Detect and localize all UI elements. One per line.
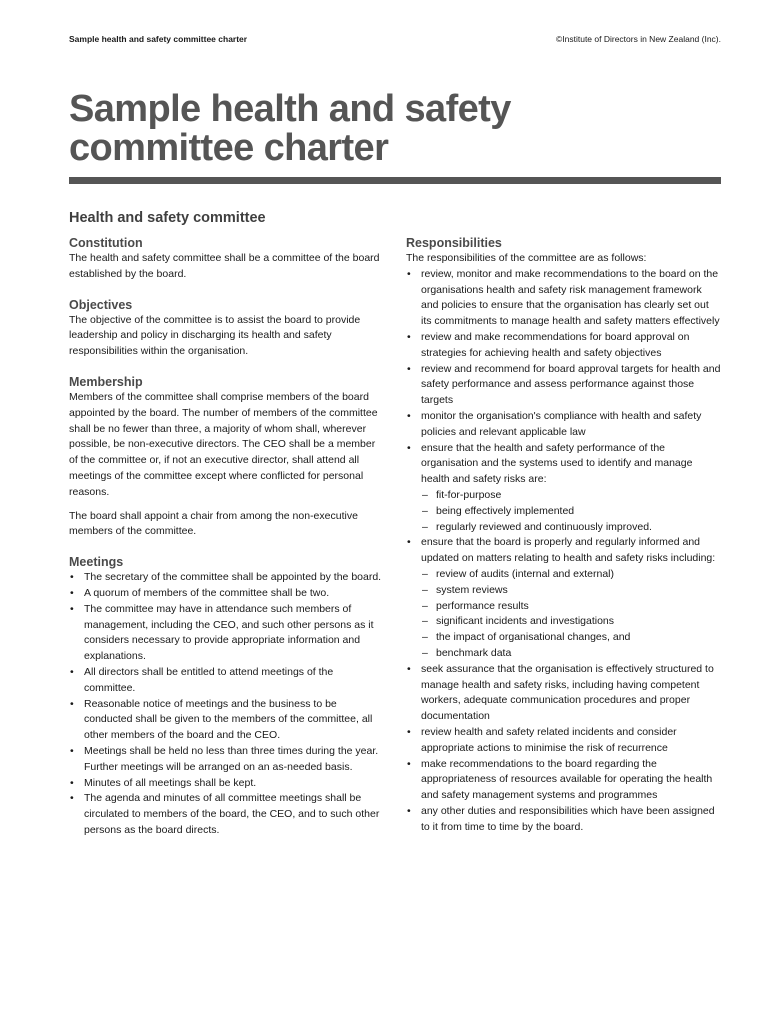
responsibility-item-performance	[406, 441, 722, 536]
section-title: Health and safety committee	[69, 210, 266, 226]
objectives-heading: Objectives	[69, 297, 133, 312]
responsibility-item: • make recommendations to the board regarding the appropriateness of resources available for operating the health and safety management systems and programmes	[406, 757, 722, 804]
objectives-text: The objective of the committee is to assist the board to provide leadership and policy in discharging its health and safety responsibilities within the organisation.	[69, 313, 361, 358]
page-title-line-2: committee charter	[69, 127, 389, 169]
page-title	[69, 90, 511, 168]
responsibility-item: • review, monitor and make recommendations to the board on the organisations health and safety risk management framework and policies to ensure that the organisation has clearly set out its commitments to manage health and safety matters effectively	[406, 267, 722, 330]
meetings-item: • A quorum of members of the committee shall be two.	[69, 586, 385, 602]
responsibility-item-text: ensure that the board is properly and regularly informed and updated on matters relating to health and safety risks including:	[421, 536, 716, 565]
membership-paragraph-2: The board shall appoint a chair from among the non-executive members of the committee.	[69, 509, 358, 538]
performance-subitem: – fit-for-purpose	[421, 488, 722, 504]
meetings-item: • Reasonable notice of meetings and the business to be conducted shall be given to the members of the committee, all other members of the board and the CEO.	[69, 697, 385, 744]
responsibility-item-informed	[406, 535, 722, 661]
responsibility-item: • review health and safety related incidents and consider appropriate actions to minimise the risk of recurrence	[406, 725, 722, 757]
performance-sublist	[421, 488, 722, 535]
responsibility-item-text: ensure that the health and safety performance of the organisation and the systems used to identify and manage health and safety risks are:	[421, 441, 693, 486]
responsibility-item: • review and recommend for board approval targets for health and safety performance and assess performance against those targets	[406, 362, 722, 409]
right-column	[406, 209, 722, 835]
informed-subitem: – significant incidents and investigations	[421, 614, 722, 630]
responsibility-item: • any other duties and responsibilities which have been assigned to it from time to time by the board.	[406, 804, 722, 836]
meetings-list	[69, 570, 385, 839]
meetings-item: • The agenda and minutes of all committee meetings shall be circulated to members of the board, the CEO, and to such other persons as the board directs.	[69, 791, 385, 838]
running-header-copyright: ©Institute of Directors in New Zealand (Inc).	[556, 34, 721, 44]
constitution-text: The health and safety committee shall be a committee of the board established by the board.	[69, 252, 380, 280]
title-rule	[69, 177, 721, 184]
responsibilities-intro: The responsibilities of the committee are as follows:	[406, 252, 647, 264]
responsibility-item: • seek assurance that the organisation is effectively structured to manage health and safety risks, including having competent workers, adequate communication procedures and proper documentation	[406, 662, 722, 725]
informed-subitem: – review of audits (internal and external)	[421, 567, 722, 583]
meetings-item: • The secretary of the committee shall be appointed by the board.	[69, 570, 385, 586]
constitution-heading: Constitution	[69, 236, 143, 250]
performance-subitem: – regularly reviewed and continuously improved.	[421, 520, 722, 536]
meetings-item: • Meetings shall be held no less than three times during the year. Further meetings will be arranged on an as-needed basis.	[69, 744, 385, 776]
responsibility-item: • review and make recommendations for board approval on strategies for achieving health and safety objectives	[406, 330, 722, 362]
responsibilities-heading: Responsibilities	[406, 236, 502, 250]
meetings-heading: Meetings	[69, 555, 124, 570]
page-title-line-1: Sample health and safety	[69, 88, 511, 130]
meetings-item: • The committee may have in attendance such members of management, including the CEO, and such other persons as it considers necessary to provide appropriate information and explanations.	[69, 602, 385, 665]
meetings-item: • Minutes of all meetings shall be kept.	[69, 776, 385, 792]
membership-heading: Membership	[69, 374, 143, 389]
informed-subitem: – system reviews	[421, 583, 722, 599]
left-column	[69, 209, 385, 839]
responsibilities-list	[406, 267, 722, 836]
informed-subitem: – benchmark data	[421, 646, 722, 662]
responsibility-item: • monitor the organisation's compliance with health and safety policies and relevant applicable law	[406, 409, 722, 441]
informed-subitem: – performance results	[421, 599, 722, 615]
informed-subitem: – the impact of organisational changes, and	[421, 630, 722, 646]
meetings-item: • All directors shall be entitled to attend meetings of the committee.	[69, 665, 385, 697]
membership-paragraph-1: Members of the committee shall comprise members of the board appointed by the board. The number of members of the committee shall be no fewer than three, a majority of whom shall, wherever possible, be non-executive directors. The CEO shall be a member of the committee or, if not an executive director, shall attend all meetings of the committee except where conflicted for personal reasons.	[69, 390, 378, 498]
performance-subitem: – being effectively implemented	[421, 504, 722, 520]
running-header-title: Sample health and safety committee charter	[69, 34, 248, 44]
informed-sublist	[421, 567, 722, 662]
